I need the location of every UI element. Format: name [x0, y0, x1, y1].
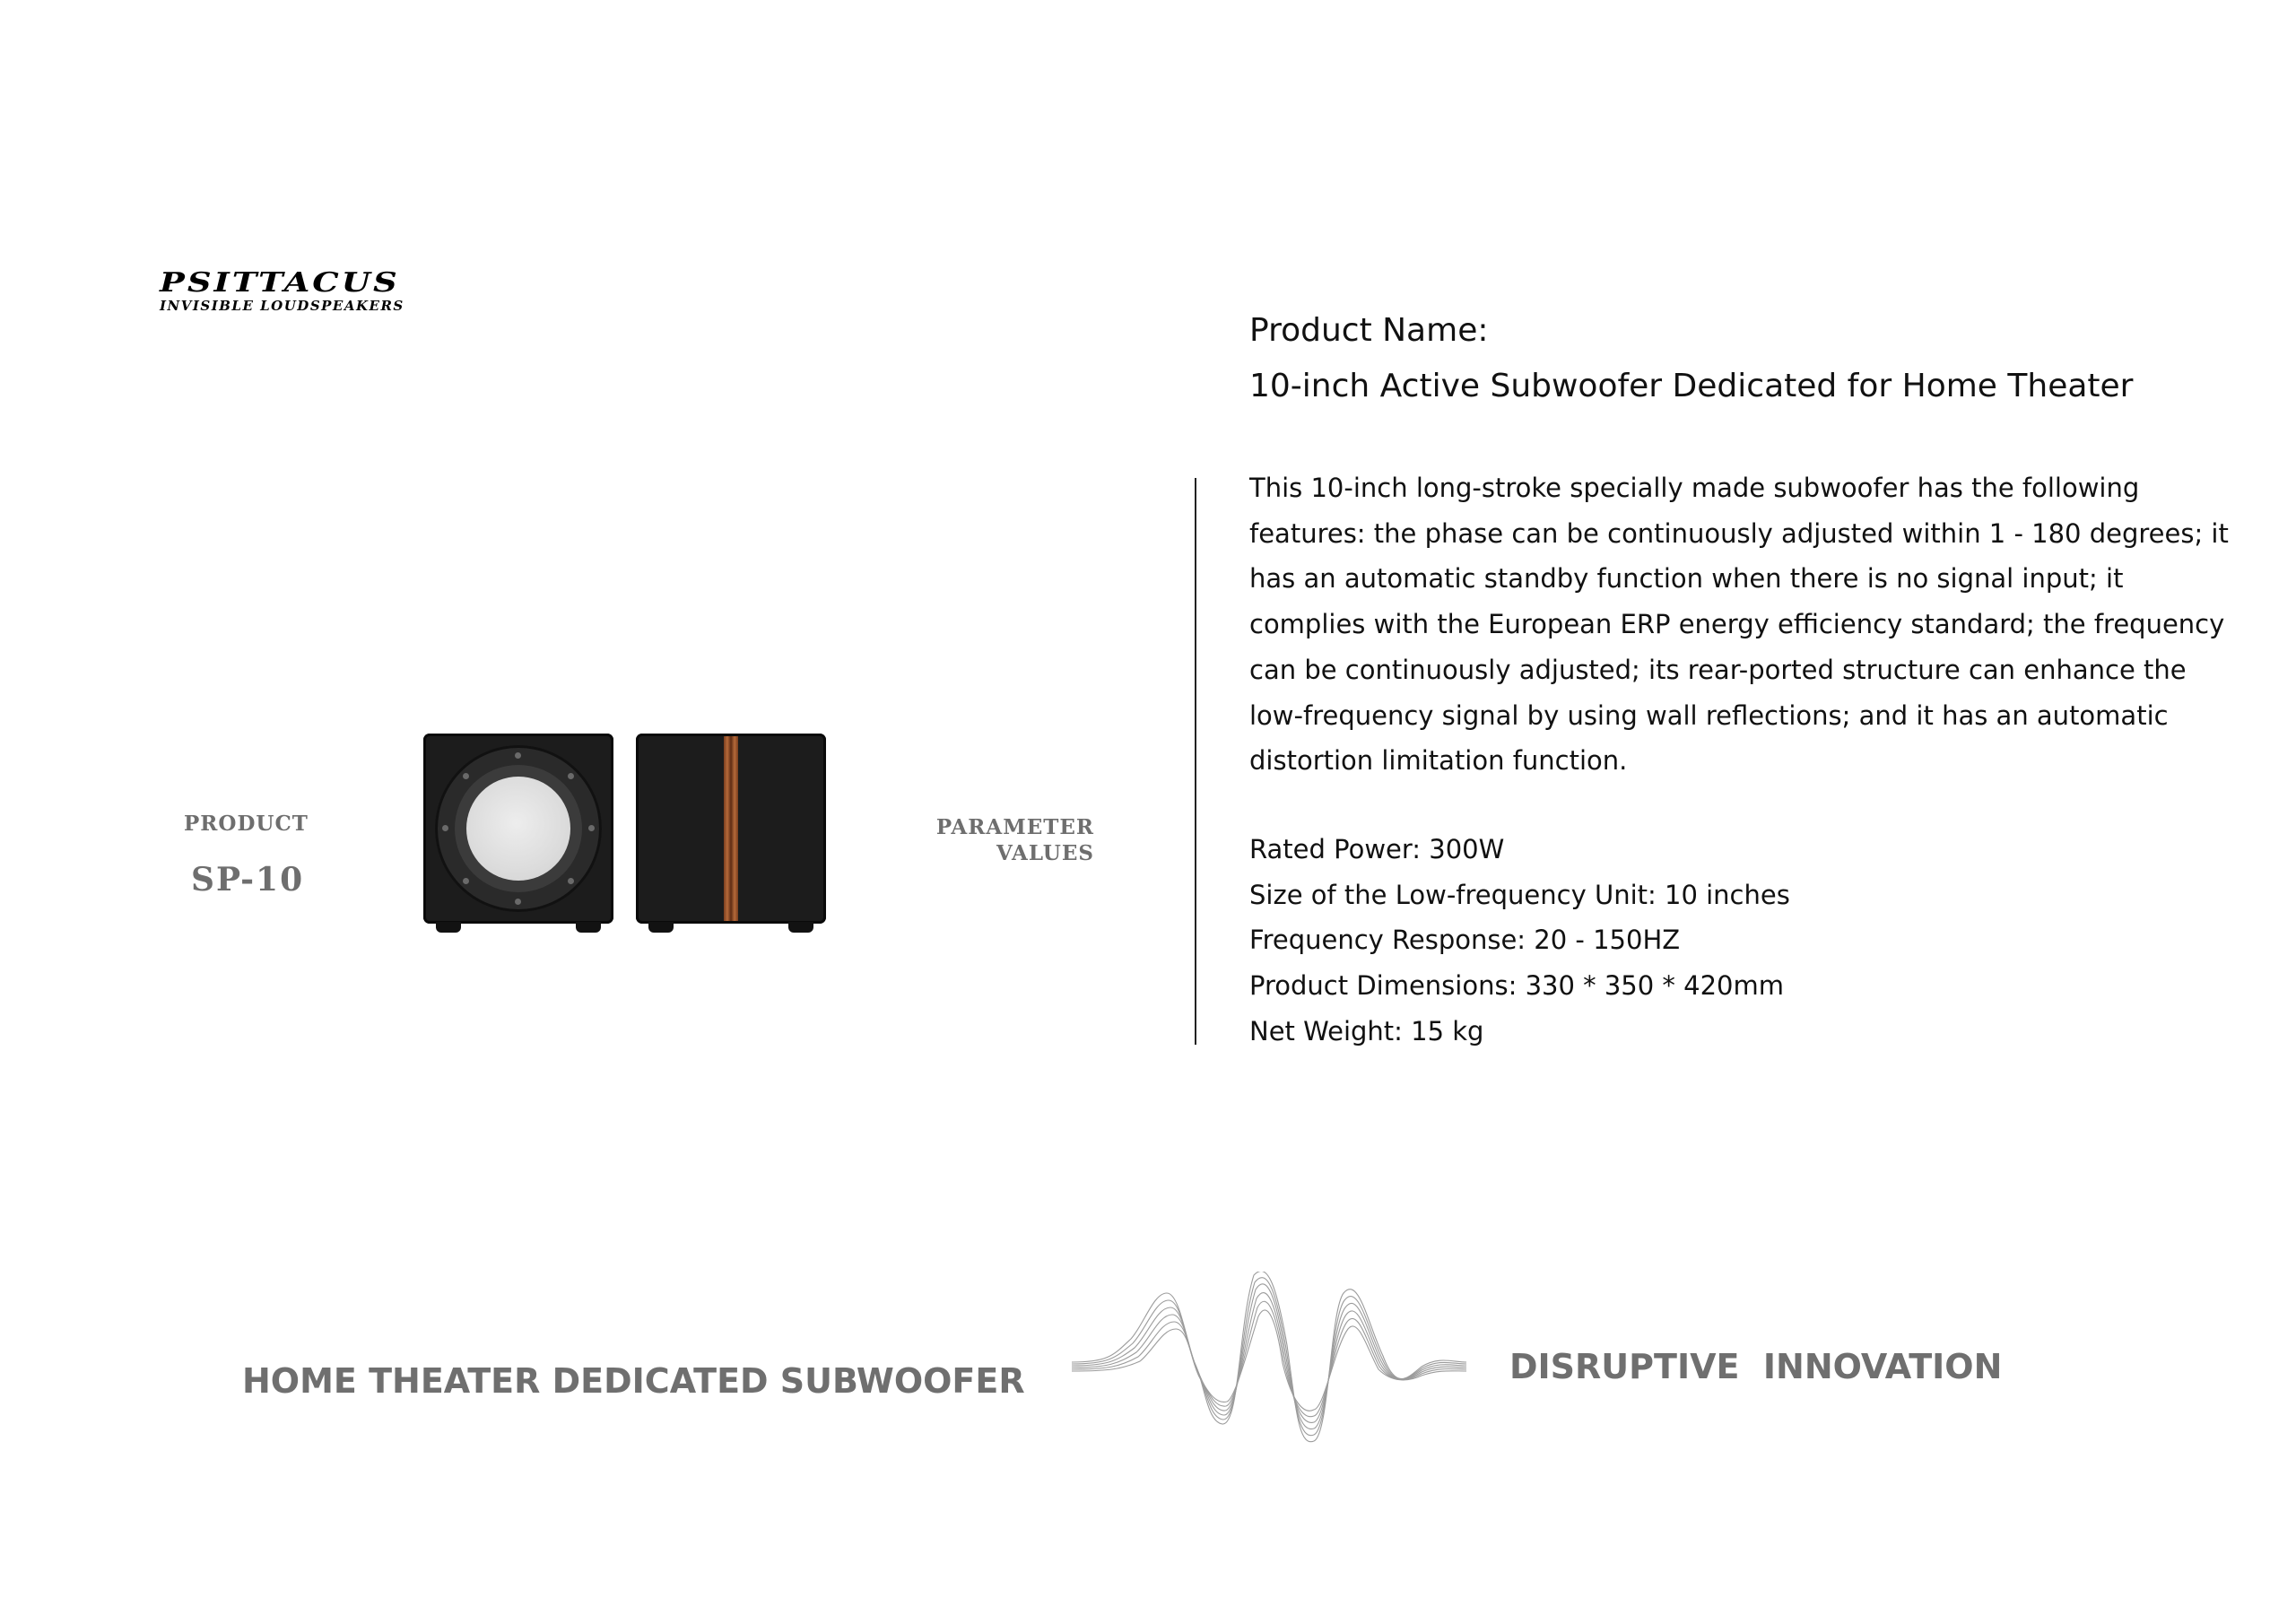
screw-icon — [588, 825, 595, 831]
slogan-left: HOME THEATER DEDICATED SUBWOOFER — [242, 1361, 1025, 1401]
brand-tagline: INVISIBLE LOUDSPEAKERS — [160, 298, 404, 314]
spec-item: Size of the Low-frequency Unit: 10 inches — [1249, 879, 1790, 910]
product-name-block — [1249, 303, 2133, 414]
spec-list — [1249, 827, 1790, 1055]
screw-icon — [442, 825, 448, 831]
vertical-divider — [1195, 478, 1196, 1045]
brand-logo — [160, 267, 456, 314]
sound-wave-icon — [1072, 1272, 1466, 1460]
spec-item: Product Dimensions: 330 * 350 * 420mm — [1249, 970, 1785, 1002]
product-name-label: Product Name: — [1249, 312, 1489, 349]
brand-name: PSITTACUS — [160, 265, 400, 299]
screw-icon — [463, 878, 469, 884]
slogan-right: DISRUPTIVE INNOVATION — [1509, 1347, 2003, 1386]
speaker-side-image — [636, 734, 826, 924]
speaker-foot — [576, 922, 601, 933]
product-description: This 10-inch long-stroke specially made subwoofer has the following features: the phase can be continuously adjusted within 1 - 180 degrees; it has an automatic standby function when there is no signal input; it complies with the European ERP energy efficiency standard; the frequency can be continuously adjusted; its rear-ported structure can enhance the low-frequency signal by using wall reflections; and it has an automatic distortion limitation function. — [1249, 473, 2229, 777]
driver-surround — [455, 765, 582, 892]
screw-icon — [515, 752, 521, 759]
wood-strip — [724, 736, 738, 921]
spec-item: Rated Power: 300W — [1249, 834, 1505, 864]
spec-item: Frequency Response: 20 - 150HZ — [1249, 925, 1681, 956]
speaker-foot — [648, 922, 674, 933]
speaker-front-image — [423, 734, 613, 924]
screw-icon — [568, 878, 574, 884]
parameter-values-label — [936, 814, 1094, 866]
product-label: PRODUCT — [184, 812, 309, 836]
speaker-foot — [788, 922, 813, 933]
spec-item: Net Weight: 15 kg — [1249, 1015, 1484, 1046]
product-name-value: 10-inch Active Subwoofer Dedicated for Home Theater — [1249, 368, 2134, 404]
screw-icon — [463, 773, 469, 779]
driver-cone — [466, 777, 570, 881]
parameter-label-line1: PARAMETER — [935, 815, 1094, 839]
product-model: SP-10 — [191, 861, 305, 899]
parameter-label-line2: VALUES — [996, 841, 1094, 865]
speaker-foot — [436, 922, 461, 933]
screw-icon — [515, 899, 521, 905]
driver-ring — [435, 745, 602, 912]
screw-icon — [568, 773, 574, 779]
